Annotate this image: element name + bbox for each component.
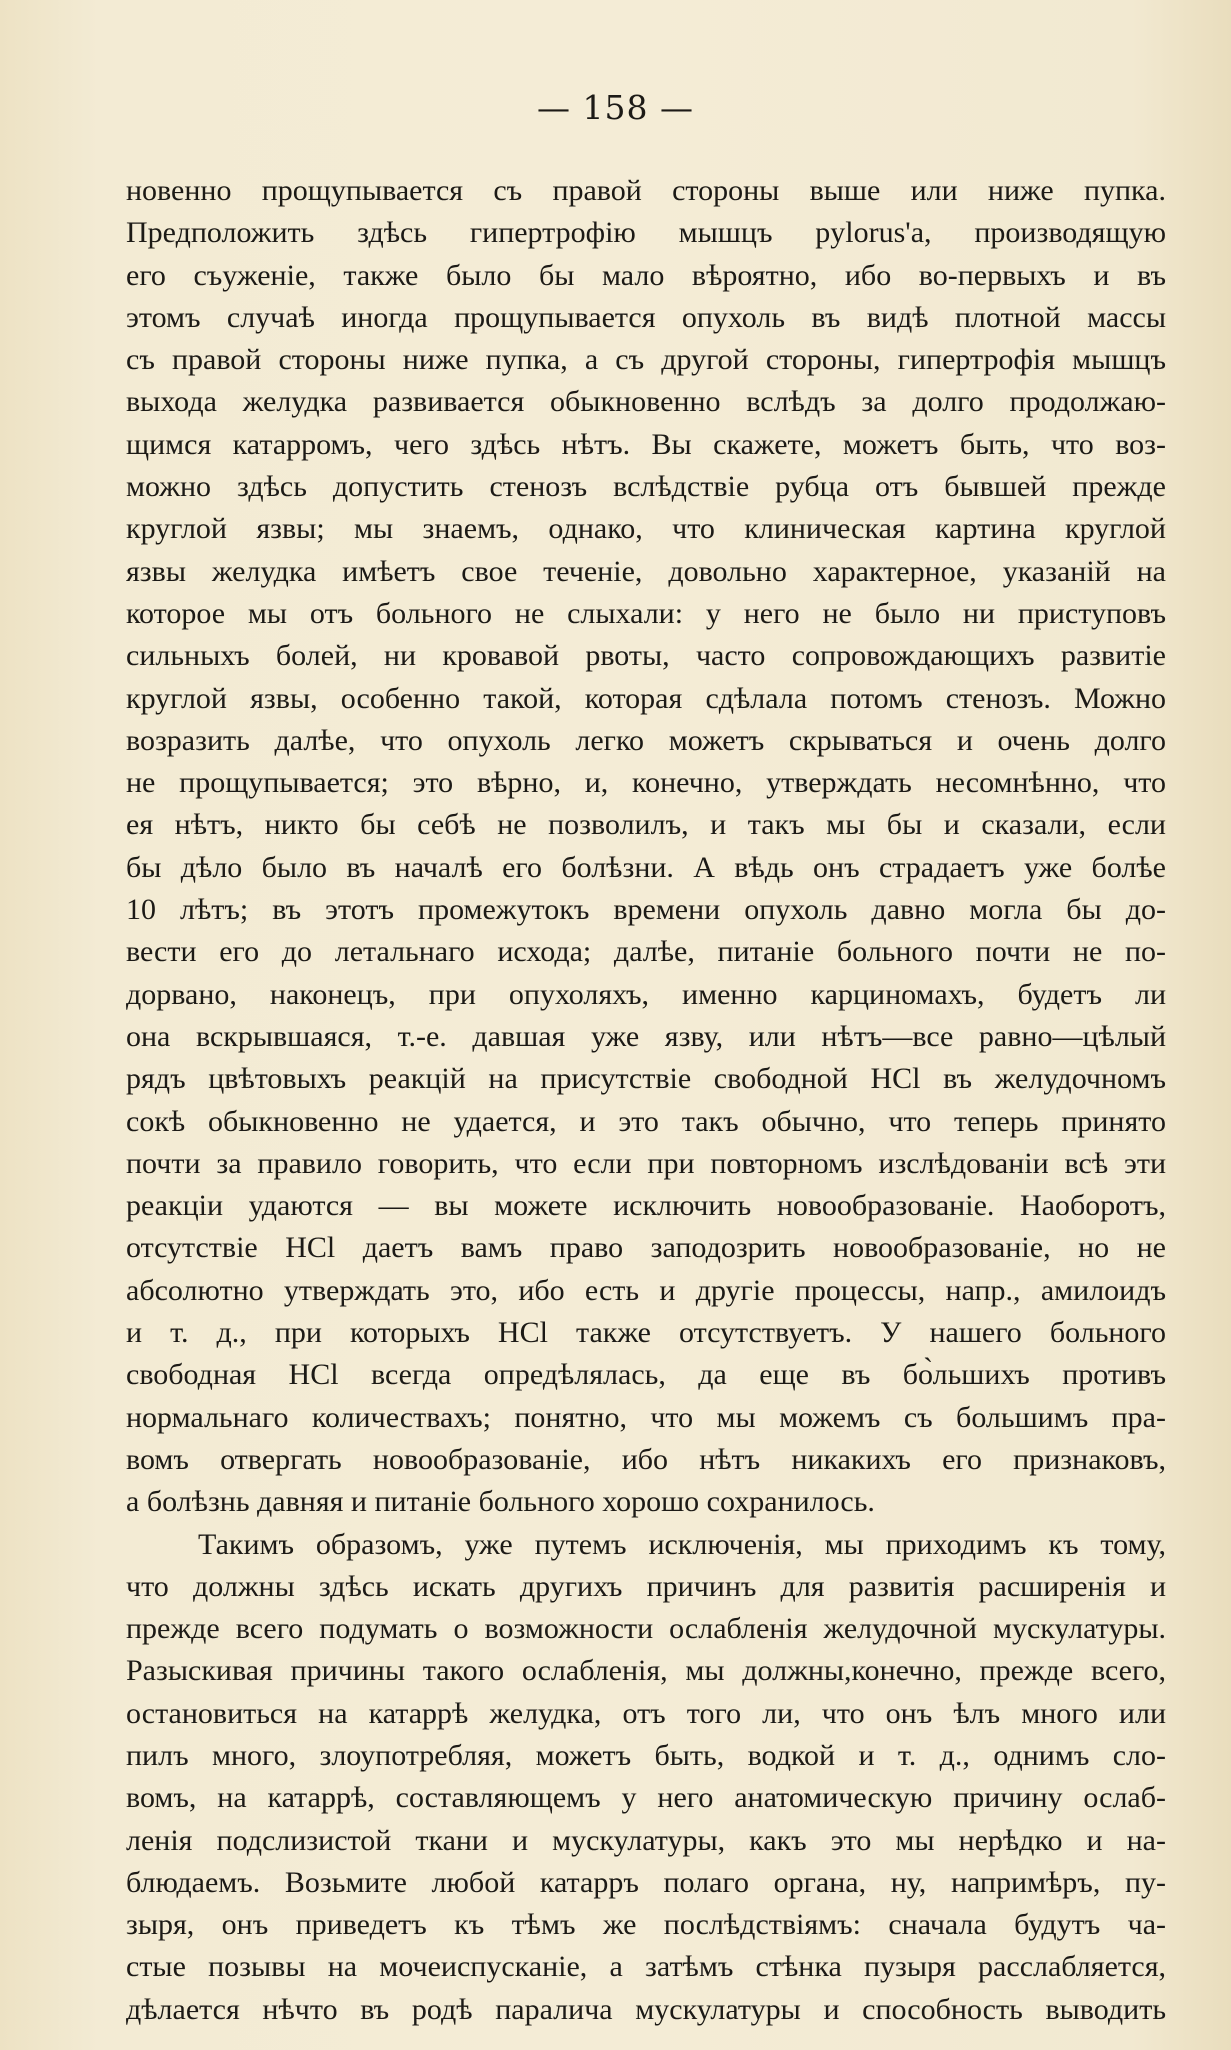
text-line: которое мы отъ больного не слыхали: у него не было ни приступовъ	[126, 596, 1166, 630]
page-number: — 158 —	[537, 88, 694, 127]
text-line: не прощупывается; это вѣрно, и, конечно, утверждать несомнѣнно, что	[126, 766, 1166, 800]
text-line: прежде всего подумать о возможности ослабленія желудочной мускулатуры.	[126, 1612, 1166, 1646]
text-line: Предположить здѣсь гипертрофію мышцъ pylorus'а, производящую	[126, 216, 1166, 250]
text-line: язвы желудка имѣетъ свое теченіе, довольно характерное, указаній на	[126, 554, 1166, 588]
text-line: новенно прощупывается съ правой стороны выше или ниже пупка.	[126, 174, 1166, 207]
text-line: бы дѣло было въ началѣ его болѣзни. А вѣдь онъ страдаетъ уже болѣе	[126, 850, 1166, 884]
text-line: отсутствіе HCl даетъ вамъ право заподозрить новообразованіе, но не	[126, 1231, 1166, 1265]
text-line: остановиться на катаррѣ желудка, отъ того ли, что онъ ѣлъ много или	[126, 1696, 1166, 1730]
text-line: зыря, онъ приведетъ къ тѣмъ же послѣдствіямъ: сначала будутъ ча-	[126, 1908, 1166, 1942]
paragraph	[126, 170, 1166, 1524]
paragraph	[126, 1524, 1166, 2032]
text-line: стые позывы на мочеиспусканіе, а затѣмъ стѣнка пузыря расслабляется,	[126, 1950, 1166, 1984]
text-line: ленія подслизистой ткани и мускулатуры, какъ это мы нерѣдко и на-	[126, 1823, 1166, 1857]
text-line: можно здѣсь допустить стенозъ вслѣдствіе рубца отъ бывшей прежде	[126, 470, 1166, 504]
body-text	[126, 170, 1166, 2031]
text-line: Разыскивая причины такого ослабленія, мы должны,конечно, прежде всего,	[126, 1654, 1166, 1688]
text-line: нормальнаго количествахъ; понятно, что мы можемъ съ большимъ пра-	[126, 1400, 1166, 1434]
text-line: круглой язвы; мы знаемъ, однако, что клиническая картина круглой	[126, 512, 1166, 546]
text-line: 10 лѣтъ; въ этотъ промежутокъ времени опухоль давно могла бы до-	[126, 893, 1166, 927]
text-line: щимся катарромъ, чего здѣсь нѣтъ. Вы скажете, можетъ быть, что воз-	[126, 427, 1166, 461]
text-line: абсолютно утверждать это, ибо есть и другіе процессы, напр., амилоидъ	[126, 1273, 1166, 1307]
text-line: сокѣ обыкновенно не удается, и это такъ обычно, что теперь принято	[126, 1104, 1166, 1138]
text-line: круглой язвы, особенно такой, которая сдѣлала потомъ стенозъ. Можно	[126, 681, 1166, 715]
text-line: Такимъ образомъ, уже путемъ исключенія, мы приходимъ къ тому,	[198, 1527, 1166, 1561]
text-line: реакціи удаются — вы можете исключить новообразованіе. Наоборотъ,	[126, 1189, 1166, 1223]
text-line: дѣлается нѣчто въ родѣ паралича мускулатуры и способность выводить	[126, 1992, 1166, 2026]
text-line: рядъ цвѣтовыхъ реакцій на присутствіе свободной HCl въ желудочномъ	[126, 1062, 1166, 1096]
text-line: вомъ отвергать новообразованіе, ибо нѣтъ никакихъ его признаковъ,	[126, 1442, 1166, 1476]
text-line: пилъ много, злоупотребляя, можетъ быть, водкой и т. д., однимъ сло-	[126, 1738, 1166, 1772]
text-line: этомъ случаѣ иногда прощупывается опухоль въ видѣ плотной массы	[126, 300, 1166, 334]
text-line: что должны здѣсь искать другихъ причинъ для развитія расширенія и	[126, 1569, 1166, 1603]
text-line: блюдаемъ. Возьмите любой катарръ полаго органа, ну, напримѣръ, пу-	[126, 1865, 1166, 1899]
text-line: выхода желудка развивается обыкновенно вслѣдъ за долго продолжаю-	[126, 385, 1166, 419]
text-line: его съуженіе, также было бы мало вѣроятно, ибо во-первыхъ и въ	[126, 258, 1166, 292]
text-line: ея нѣтъ, никто бы себѣ не позволилъ, и такъ мы бы и сказали, если	[126, 808, 1166, 842]
text-line: возразить далѣе, что опухоль легко можетъ скрываться и очень долго	[126, 723, 1166, 757]
text-line: вести его до летальнаго исхода; далѣе, питаніе больного почти не по-	[126, 935, 1166, 969]
text-line: а болѣзнь давняя и питаніе больного хорошо сохранилось.	[126, 1485, 875, 1519]
text-line: и т. д., при которыхъ HCl также отсутствуетъ. У нашего больного	[126, 1316, 1166, 1350]
text-line: дорвано, наконецъ, при опухоляхъ, именно карциномахъ, будетъ ли	[126, 977, 1166, 1011]
text-line: вомъ, на катаррѣ, составляющемъ у него анатомическую причину ослаб-	[126, 1781, 1166, 1815]
text-line: почти за правило говорить, что если при повторномъ изслѣдованіи всѣ эти	[126, 1146, 1166, 1180]
text-line: она вскрывшаяся, т.-е. давшая уже язву, или нѣтъ—все равно—цѣлый	[126, 1019, 1166, 1053]
text-line: съ правой стороны ниже пупка, а съ другой стороны, гипертрофія мышцъ	[126, 343, 1166, 377]
text-line: сильныхъ болей, ни кровавой рвоты, часто сопровождающихъ развитіе	[126, 639, 1166, 673]
text-line: свободная HCl всегда опредѣлялась, да еще въ бо̀льшихъ противъ	[126, 1358, 1166, 1392]
